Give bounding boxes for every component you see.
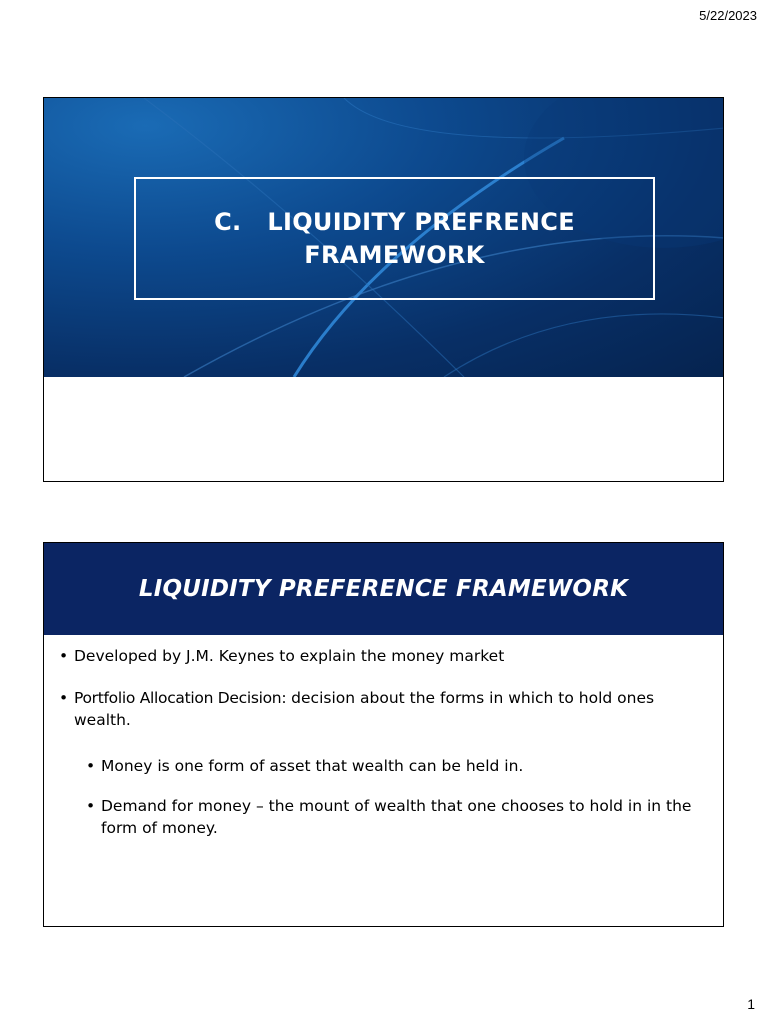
- bullet-text: Demand for money – the mount of wealth that one chooses to hold in in the form of money.: [101, 797, 692, 837]
- slide-heading: LIQUIDITY PREFERENCE FRAMEWORK: [138, 576, 629, 602]
- slide-title: [43, 97, 724, 482]
- bullet-text: Developed by J.M. Keynes to explain the money market: [74, 647, 505, 665]
- page-number: 1: [747, 996, 755, 1012]
- slide-title-line-2: FRAMEWORK: [304, 240, 485, 269]
- bullet-icon: •: [86, 797, 96, 815]
- slide-title-line-1: C. LIQUIDITY PREFRENCE: [214, 207, 575, 236]
- sub-bullet-item: [86, 795, 721, 839]
- bullet-label: Portfolio Allocation Decision:: [74, 689, 287, 707]
- title-background: [44, 98, 723, 377]
- bullet-icon: •: [59, 647, 69, 665]
- bullet-text: Money is one form of asset that wealth can be held in.: [101, 757, 524, 775]
- bullet-text: decision about the forms in which to hold ones wealth.: [74, 689, 655, 729]
- sub-bullet-item: [86, 755, 706, 777]
- slide-header: [44, 543, 723, 635]
- title-box: [134, 177, 655, 300]
- bullet-item: [59, 645, 709, 667]
- page-date: 5/22/2023: [699, 8, 757, 23]
- bullet-icon: •: [86, 757, 96, 775]
- bullet-item: [59, 687, 709, 731]
- bullet-icon: •: [59, 689, 69, 707]
- slide-content: [43, 542, 724, 927]
